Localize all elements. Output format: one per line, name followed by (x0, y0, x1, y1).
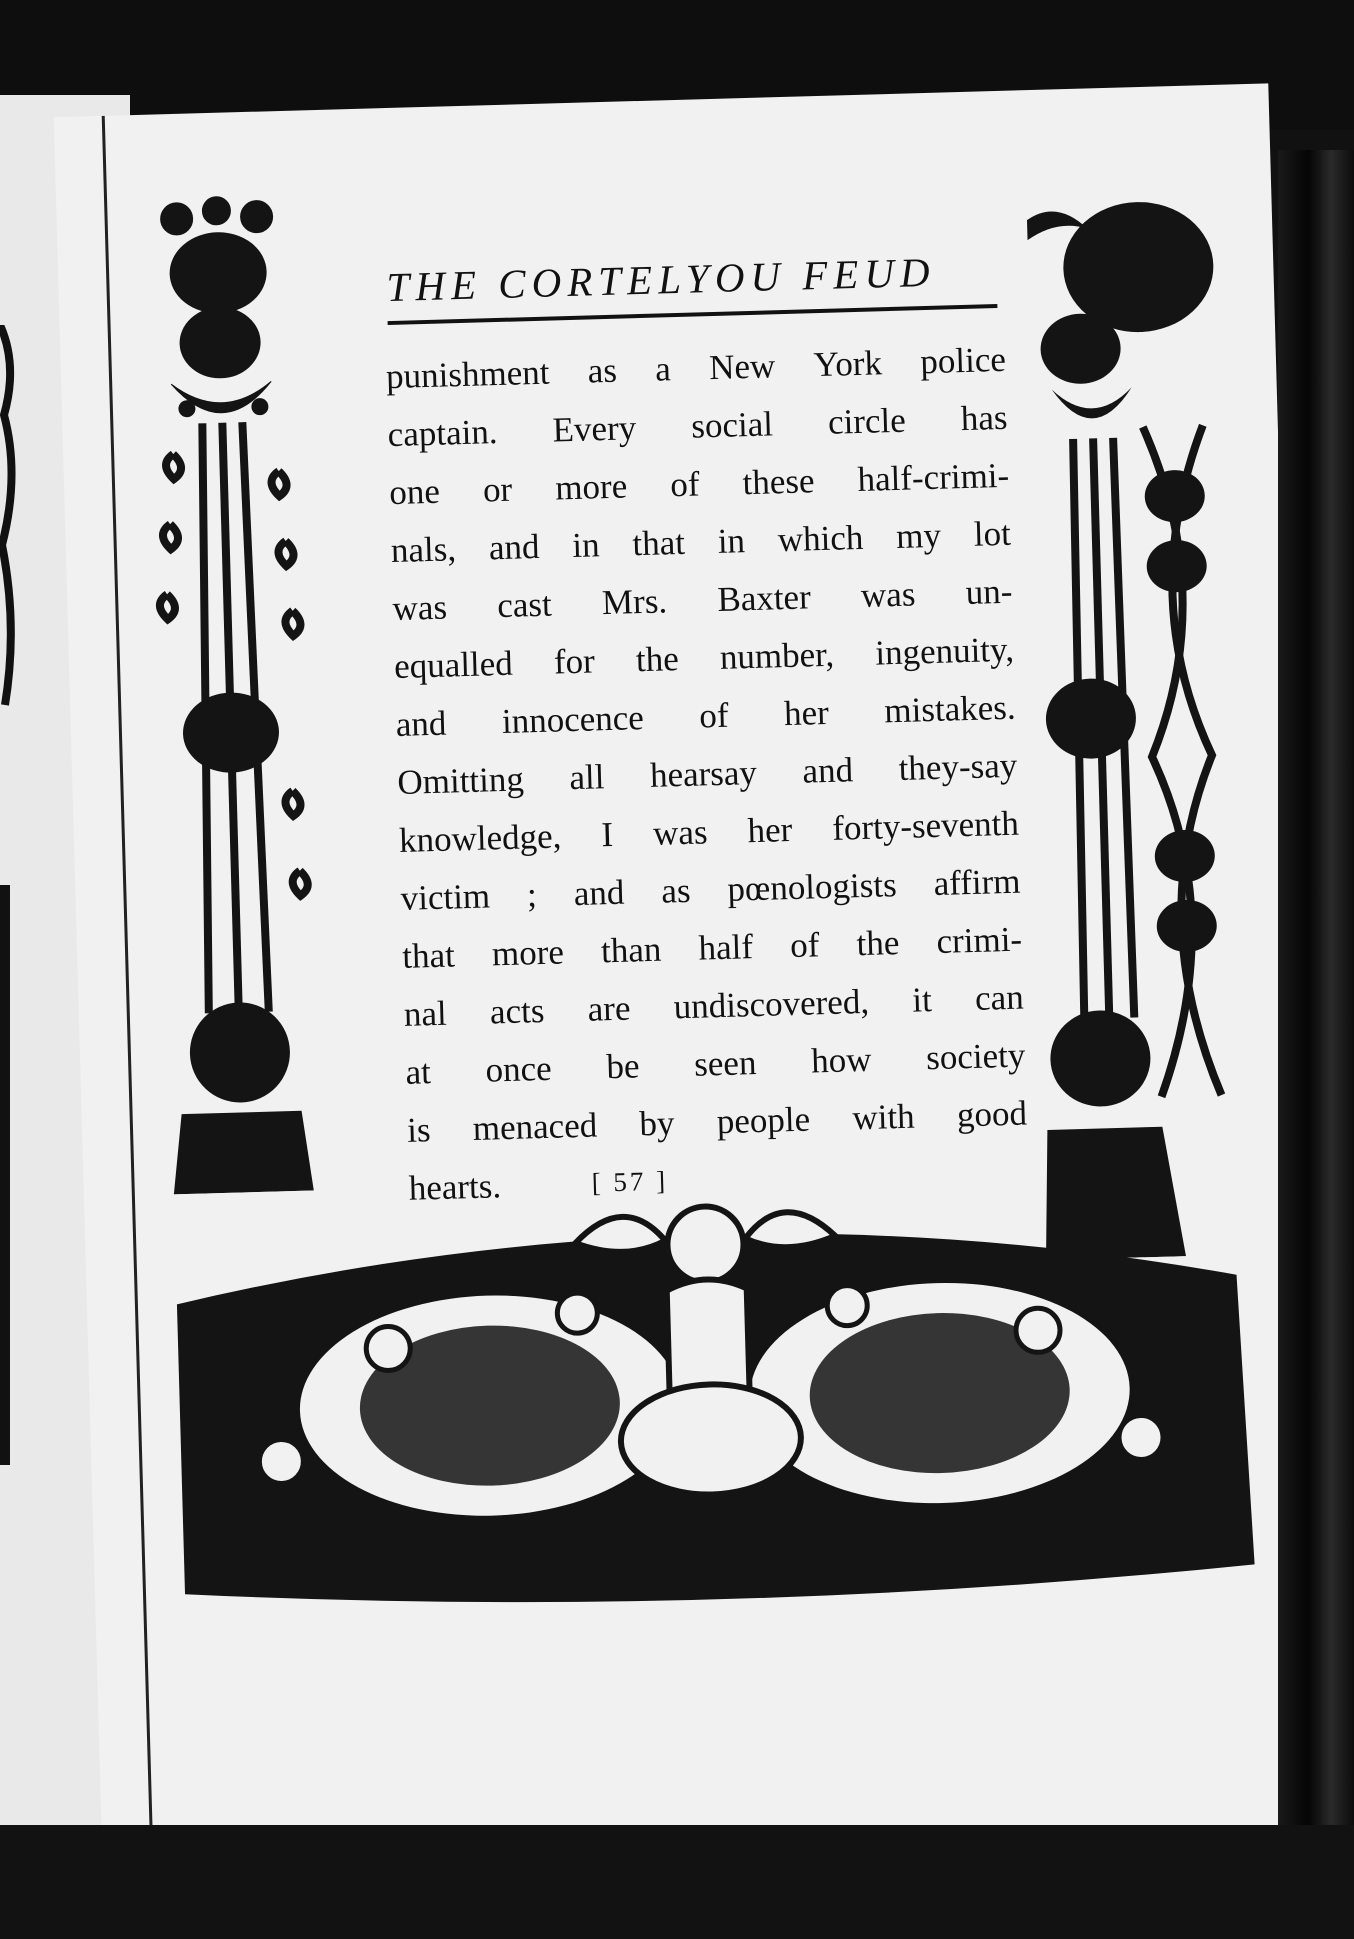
word: as (660, 870, 692, 911)
word: ingenuity, (874, 629, 1015, 673)
word: mistakes. (883, 687, 1017, 731)
word: crimi- (935, 919, 1023, 961)
left-floral-column-ornament (136, 191, 324, 1195)
word: once (485, 1048, 553, 1090)
word: more (554, 466, 628, 508)
word: more (491, 932, 565, 974)
word: cast (496, 584, 553, 626)
right-floral-column-ornament (1016, 195, 1246, 1260)
word: society (925, 1035, 1026, 1078)
running-header (386, 246, 997, 325)
word: that (401, 935, 456, 976)
word: half (698, 927, 754, 968)
word: lot (973, 513, 1012, 554)
word: ; (526, 875, 538, 915)
word: un- (965, 571, 1013, 613)
word: forty-seventh (831, 803, 1020, 848)
word: which (777, 517, 864, 560)
word: acts (489, 990, 545, 1032)
word: equalled (393, 643, 514, 687)
word: all (568, 757, 605, 798)
word: my (895, 515, 942, 556)
word: of (789, 925, 820, 966)
word: Every (552, 408, 637, 450)
word: how (810, 1039, 872, 1081)
word: Baxter (716, 577, 812, 619)
word: undiscovered, (673, 981, 870, 1027)
word: captain. (387, 412, 499, 455)
word: was (860, 574, 916, 615)
word: nal (403, 993, 448, 1034)
word: at (404, 1052, 432, 1092)
word: circle (827, 400, 907, 442)
word: number, (719, 634, 835, 677)
book-page (54, 83, 1318, 1871)
word: is (406, 1110, 432, 1150)
word: was (652, 812, 709, 853)
word: the (856, 923, 900, 964)
word: her (783, 692, 830, 734)
word: can (974, 977, 1025, 1018)
word: and (488, 526, 541, 568)
word: knowledge, (398, 816, 562, 860)
word: menaced (472, 1105, 598, 1148)
word: are (587, 988, 631, 1029)
word: seen (693, 1043, 757, 1084)
word: York (813, 343, 883, 385)
word: people (716, 1099, 811, 1142)
word: has (960, 397, 1008, 439)
running-head-title: THE CORTELYOU FEUD (385, 248, 937, 311)
word: victim (400, 876, 491, 918)
word: than (600, 929, 662, 971)
word: innocence (501, 698, 645, 742)
page-number: [ 57 ] (591, 1165, 669, 1198)
word: pœnologists (726, 865, 898, 909)
text-line-content: hearts. (408, 1166, 502, 1208)
body-text (385, 331, 1029, 1218)
word: or (482, 469, 513, 510)
word: that (631, 522, 686, 564)
scan-background-bottom (0, 1825, 1354, 1939)
word: social (690, 404, 774, 446)
book-cover-edge (1278, 150, 1354, 1939)
word: it (911, 980, 933, 1020)
word: Mrs. (601, 581, 668, 623)
word: half-crimi- (857, 455, 1010, 499)
word: Omitting (396, 759, 525, 802)
word: with (851, 1096, 916, 1138)
word: by (638, 1103, 676, 1144)
word: and (801, 750, 854, 791)
word: be (605, 1046, 640, 1087)
word: they-say (898, 745, 1018, 788)
word: punishment (385, 352, 550, 397)
word: in (571, 525, 601, 565)
word: in (717, 521, 746, 561)
word: and (395, 703, 447, 744)
word: one (388, 471, 441, 513)
word: was (392, 587, 448, 629)
word: police (919, 339, 1007, 382)
word: for (553, 641, 596, 682)
word: the (635, 639, 680, 680)
word: affirm (933, 861, 1021, 904)
left-page-ornament-fragment (0, 325, 22, 1465)
word: I (600, 814, 614, 855)
word: nals, (390, 529, 457, 571)
word: and (573, 872, 625, 914)
word: hearsay (649, 752, 758, 795)
word: of (669, 464, 700, 505)
word: a (654, 349, 672, 389)
word: good (956, 1093, 1028, 1135)
word: as (587, 350, 618, 391)
word: these (742, 461, 815, 503)
word: of (698, 695, 730, 736)
word: her (746, 809, 793, 851)
word: New (708, 346, 776, 388)
